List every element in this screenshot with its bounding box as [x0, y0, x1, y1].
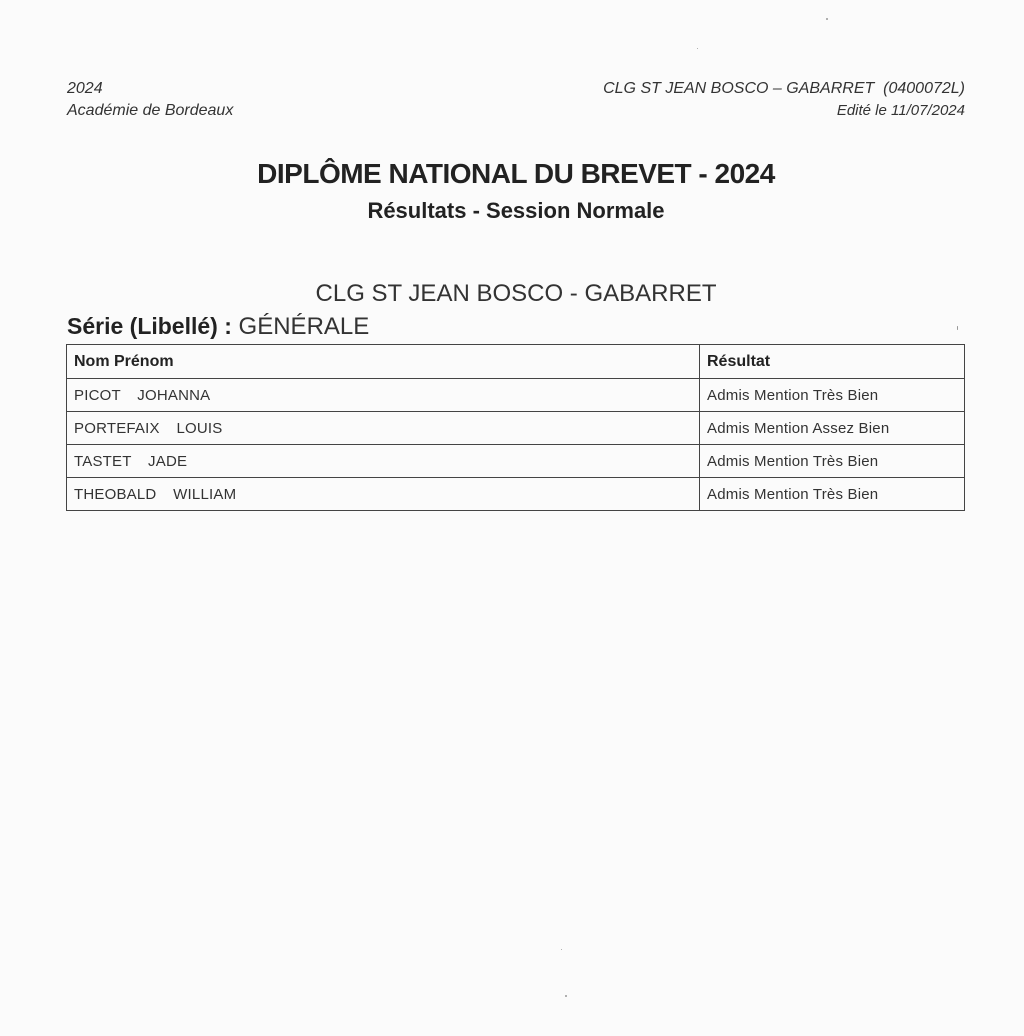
student-name: TASTET JADE	[67, 445, 700, 478]
student-name: PICOT JOHANNA	[67, 379, 700, 412]
column-header-result: Résultat	[700, 345, 965, 379]
student-result: Admis Mention Très Bien	[700, 478, 965, 511]
header-academy: Académie de Bordeaux	[67, 102, 234, 119]
student-result: Admis Mention Très Bien	[700, 445, 965, 478]
header-left	[67, 78, 233, 122]
header-year: 2024	[67, 80, 103, 97]
scan-speck	[565, 995, 567, 997]
scan-speck	[826, 18, 828, 20]
serie-line	[67, 313, 369, 341]
column-header-name: Nom Prénom	[67, 345, 700, 379]
scan-speck	[561, 949, 562, 950]
header-edited-date: Edité le 11/07/2024	[836, 102, 965, 119]
document-title: DIPLÔME NATIONAL DU BREVET - 2024	[257, 158, 775, 189]
student-result: Admis Mention Très Bien	[700, 379, 965, 412]
table-row	[67, 412, 965, 445]
results-table	[66, 344, 965, 511]
table-row	[67, 379, 965, 412]
serie-label: Série (Libellé) :	[67, 313, 232, 339]
document-subtitle: Résultats - Session Normale	[367, 198, 665, 223]
scan-speck	[957, 326, 958, 330]
table-header-row	[67, 345, 965, 379]
student-name: PORTEFAIX LOUIS	[67, 412, 700, 445]
table-row	[67, 478, 965, 511]
table-row	[67, 445, 965, 478]
school-name: CLG ST JEAN BOSCO - GABARRET	[315, 280, 717, 307]
header-right	[603, 78, 965, 122]
student-name: THEOBALD WILLIAM	[67, 478, 700, 511]
scan-speck	[697, 48, 698, 49]
header-school-code: CLG ST JEAN BOSCO – GABARRET (0400072L)	[603, 80, 965, 97]
serie-value: GÉNÉRALE	[238, 313, 370, 340]
student-result: Admis Mention Assez Bien	[700, 412, 965, 445]
